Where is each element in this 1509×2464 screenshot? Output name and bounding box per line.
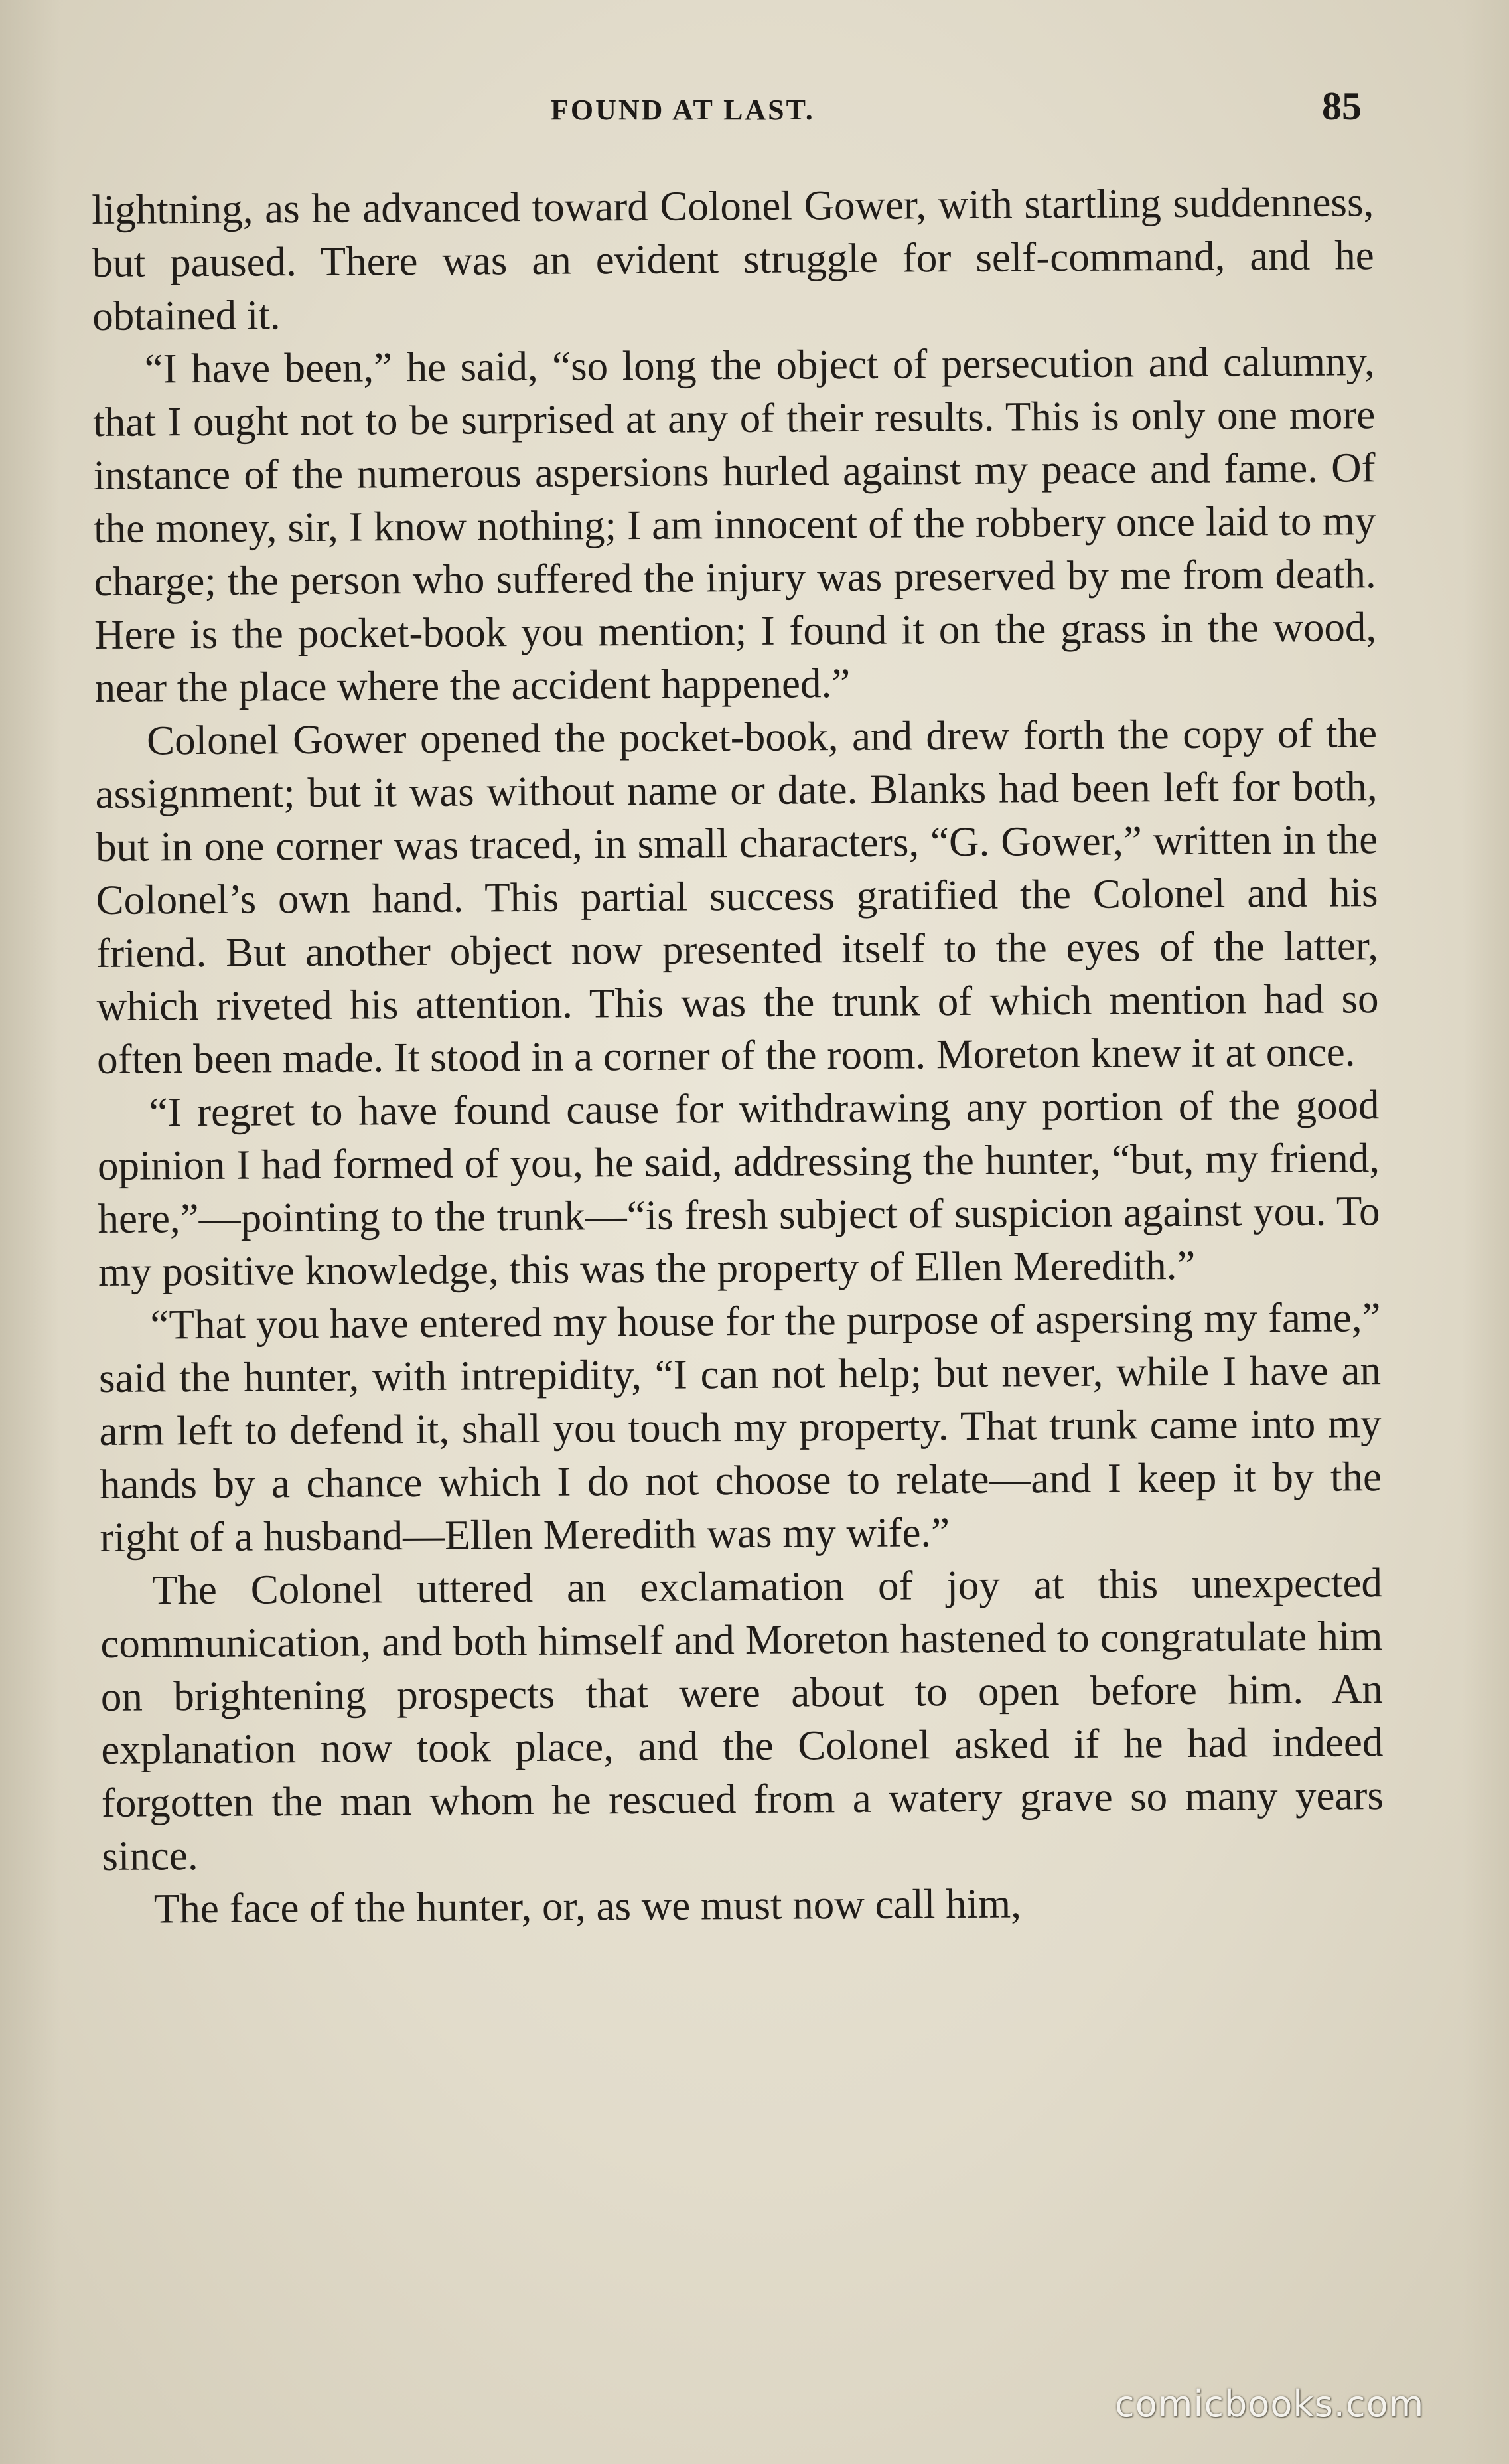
paragraph: “That you have entered my house for the purpose of aspersing my fame,” said the hunter, with intrepidity, “I can not help; but never, while I have an arm left to defend it, shall you touch my property. That trunk came into my hands by a chance which I do not choose to relate—and I keep it by the right of a husband—Ellen Meredith was my wife.” — [98, 1294, 1382, 1561]
page-number: 85 — [1322, 84, 1362, 128]
paragraph-continuation: lightning, as he advanced toward Colonel Gower, with startling suddenness, but paused. There was an evident struggle for self-command, and he obtained it. — [92, 179, 1374, 339]
page-edge-shadow-left — [0, 0, 60, 2464]
paragraph: The Colonel uttered an exclamation of joy at this unexpected communication, and both himself and Moreton hastened to congratulate him on brightening prospects that were about to open before him. An explanation now took place, and the Colonel asked if he had indeed forgotten the man whom he rescued from a watery grave so many years since. — [100, 1559, 1384, 1879]
paragraph: “I have been,” he said, “so long the object of persecution and calumny, that I ought not to be surprised at any of their results. This is only one more instance of the numerous aspersions hurled against my peace and fame. Of the money, sir, I know nothing; I am innocent of the robbery once laid to my charge; the person who suffered the injury was preserved by me from death. Here is the pocket-book you mention; I found it on the grass in the wood, near the place where the accident happened.” — [92, 338, 1377, 711]
body-text — [92, 175, 1384, 1936]
paragraph: Colonel Gower opened the pocket-book, and drew forth the copy of the assignment; but it was without name or date. Blanks had been left for both, but in one corner was traced, in small characters, “G. Gower,” written in the Colonel’s own hand. This partial success gratified the Colonel and his friend. But another object now presented itself to the eyes of the latter, which riveted his attention. This was the trunk of which mention had so often been made. It stood in a corner of the room. Moreton knew it at once. — [95, 710, 1379, 1083]
running-head: FOUND AT LAST. — [551, 94, 815, 126]
paragraph: “I regret to have found cause for withdrawing any portion of the good opinion I had formed of you, he said, addressing the hunter, “but, my friend, here,”—pointing to the trunk—“is fresh subject of suspicion against you. To my positive knowledge, this was the property of Ellen Meredith.” — [97, 1081, 1380, 1295]
page-edge-shadow-right — [1463, 0, 1509, 2464]
paragraph: The face of the hunter, or, as we must now call him, — [153, 1880, 1022, 1932]
watermark: comicbooks.com — [1115, 2383, 1425, 2425]
